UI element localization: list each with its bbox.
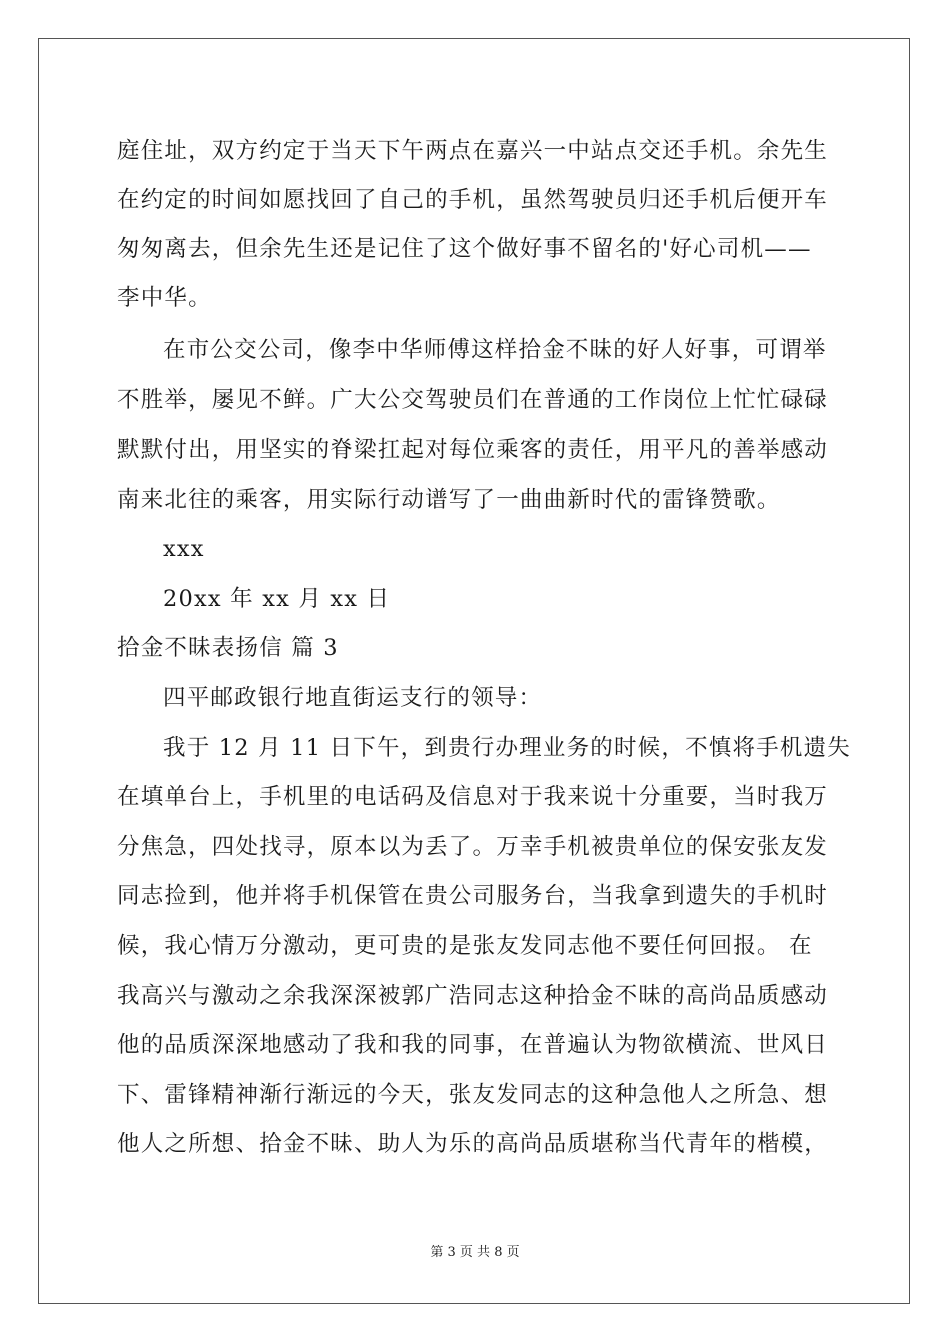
paragraph-line: 同志捡到，他并将手机保管在贵公司服务台，当我拿到遗失的手机时 — [117, 883, 829, 909]
paragraph-line: 匆匆离去，但余先生还是记住了这个做好事不留名的'好心司机—— — [117, 236, 812, 262]
paragraph-line: 分焦急，四处找寻，原本以为丢了。万幸手机被贵单位的保安张友发 — [117, 834, 829, 860]
page-number: 第 3 页 共 8 页 — [430, 1245, 520, 1260]
paragraph-line: 南来北往的乘客，用实际行动谱写了一曲曲新时代的雷锋赞歌。 — [117, 487, 781, 513]
paragraph-line: 默默付出，用坚实的脊梁扛起对每位乘客的责任，用平凡的善举感动 — [117, 437, 829, 463]
paragraph-line: 不胜举，屡见不鲜。广大公交驾驶员们在普通的工作岗位上忙忙碌碌 — [117, 387, 829, 413]
paragraph-line: 他人之所想、拾金不昧、助人为乐的高尚品质堪称当代青年的楷模， — [117, 1131, 829, 1157]
letter-salutation: 四平邮政银行地直街运支行的领导： — [163, 685, 543, 711]
section-heading: 拾金不昧表扬信 篇 3 — [117, 635, 339, 661]
paragraph-line: 在填单台上，手机里的电话码及信息对于我来说十分重要，当时我万 — [117, 784, 829, 810]
page-border — [38, 38, 910, 1304]
paragraph-line: 在约定的时间如愿找回了自己的手机，虽然驾驶员归还手机后便开车 — [117, 187, 829, 213]
paragraph-line: 李中华。 — [117, 285, 212, 311]
paragraph-line: 我于 12 月 11 日下午，到贵行办理业务的时候，不慎将手机遗失 — [163, 735, 851, 761]
paragraph-line: 我高兴与激动之余我深深被郭广浩同志这种拾金不昧的高尚品质感动 — [117, 983, 829, 1009]
paragraph-line: 庭住址，双方约定于当天下午两点在嘉兴一中站点交还手机。余先生 — [117, 138, 829, 164]
signature-name: xxx — [163, 536, 205, 562]
paragraph-line: 在市公交公司，像李中华师傅这样拾金不昧的好人好事，可谓举 — [163, 337, 827, 363]
paragraph-line: 候，我心情万分激动，更可贵的是张友发同志他不要任何回报。 在 — [117, 933, 813, 959]
paragraph-line: 下、雷锋精神渐行渐远的今天，张友发同志的这种急他人之所急、想 — [117, 1082, 829, 1108]
paragraph-line: 他的品质深深地感动了我和我的同事，在普遍认为物欲横流、世风日 — [117, 1032, 829, 1058]
signature-date: 20xx 年 xx 月 xx 日 — [163, 586, 391, 612]
